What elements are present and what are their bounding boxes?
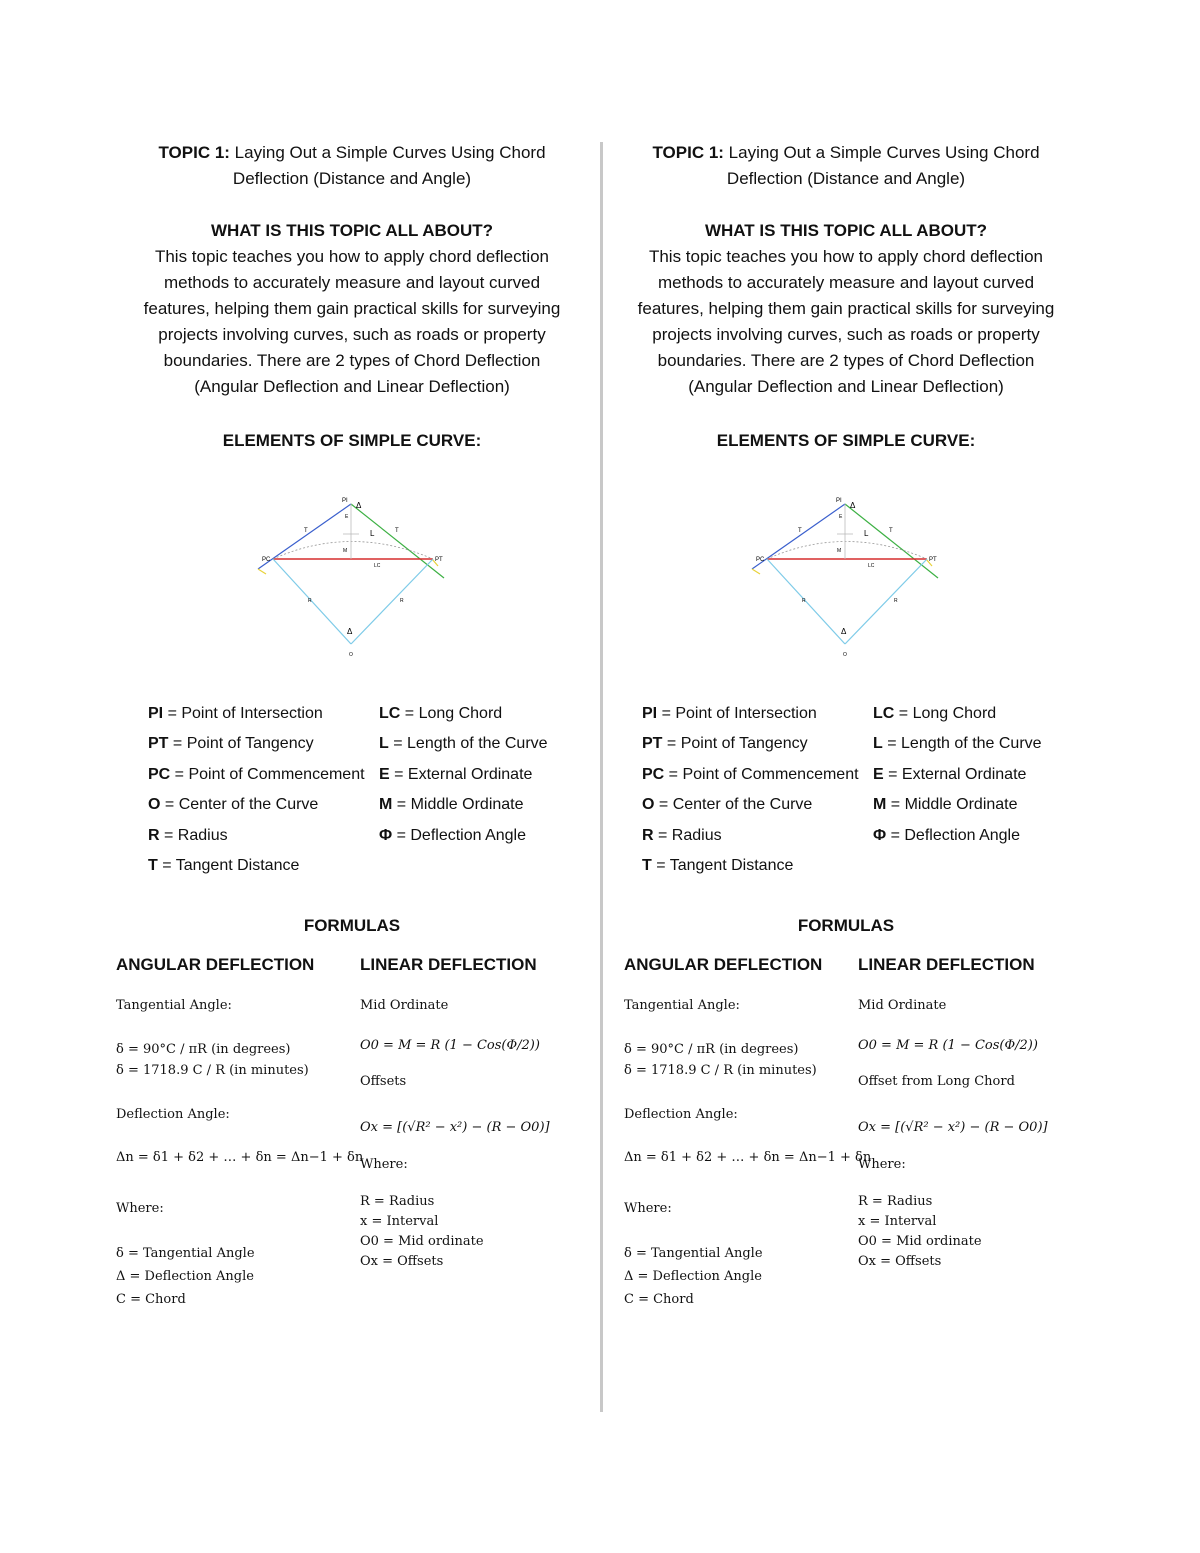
legend-desc: = Point of Intersection xyxy=(163,705,323,722)
label-pt: PT xyxy=(435,557,443,563)
angular-heading: ANGULAR DEFLECTION xyxy=(116,955,315,974)
label-r-left: R xyxy=(802,598,806,604)
legend-abbr: R xyxy=(148,826,160,844)
label-pi: PI xyxy=(836,498,842,504)
where-chord: C = Chord xyxy=(116,1292,186,1307)
label-lc: LC xyxy=(374,563,381,569)
label-r-right: R xyxy=(894,598,898,604)
formulas-left xyxy=(104,140,600,1340)
legend-desc: = Tangent Distance xyxy=(651,856,794,874)
deflection-formula: Δn = δ1 + δ2 + … + δn = Δn−1 + δn xyxy=(116,1150,364,1165)
where-chord: C = Chord xyxy=(624,1292,694,1307)
mid-ordinate-label: Mid Ordinate xyxy=(858,998,947,1013)
legend-desc: = Point of Tangency xyxy=(662,735,808,753)
legend-abbr: M xyxy=(379,796,393,814)
legend-abbr: PI xyxy=(148,705,164,722)
legend-abbr: PI xyxy=(642,705,658,722)
label-t-left: T xyxy=(798,528,802,534)
label-t-right: T xyxy=(889,528,893,534)
legend-desc: = Deflection Angle xyxy=(392,826,527,844)
legend-desc: = Length of the Curve xyxy=(882,735,1042,753)
legend-abbr: O xyxy=(148,796,161,814)
label-m: M xyxy=(343,548,348,554)
where-offsets: Ox = Offsets xyxy=(360,1254,444,1269)
deflection-label: Deflection Angle: xyxy=(624,1107,738,1122)
label-e: E xyxy=(345,514,349,520)
tangential-formula-degrees: δ = 90°C / πR (in degrees) xyxy=(624,1042,799,1057)
tangential-label: Tangential Angle: xyxy=(116,998,232,1013)
linear-where-label: Where: xyxy=(360,1157,408,1172)
legend-abbr: PC xyxy=(642,765,665,783)
label-t-left: T xyxy=(304,528,308,534)
legend-desc: = Radius xyxy=(159,826,228,844)
legend-abbr: E xyxy=(379,765,390,783)
deflection-formula: Δn = δ1 + δ2 + … + δn = Δn−1 + δn xyxy=(624,1150,872,1165)
legend-desc: = Point of Tangency xyxy=(168,735,314,753)
linear-deflection-section xyxy=(360,952,600,1269)
formulas-heading: FORMULAS xyxy=(303,916,401,935)
formulas-heading: FORMULAS xyxy=(797,916,895,935)
label-pt: PT xyxy=(929,557,937,563)
linear-deflection-section xyxy=(858,952,1094,1269)
where-label: Where: xyxy=(624,1201,672,1216)
legend-abbr: M xyxy=(873,796,887,814)
where-deflection: Δ = Deflection Angle xyxy=(116,1269,254,1284)
legend-abbr: LC xyxy=(873,705,895,722)
legend-desc: = Center of the Curve xyxy=(160,796,319,814)
about-heading: WHAT IS THIS TOPIC ALL ABOUT? xyxy=(704,221,988,240)
linear-heading: LINEAR DEFLECTION xyxy=(360,955,537,974)
label-l: L xyxy=(370,529,375,538)
legend-desc: = Tangent Distance xyxy=(157,856,300,874)
where-radius: R = Radius xyxy=(858,1194,933,1209)
legend-abbr: PC xyxy=(148,765,171,783)
formulas-right xyxy=(598,140,1094,1340)
mid-ordinate-formula: O0 = M = R (1 − Cos(Φ/2)) xyxy=(360,1038,540,1053)
topic-label: TOPIC 1: xyxy=(158,143,230,162)
where-radius: R = Radius xyxy=(360,1194,435,1209)
legend-abbr: T xyxy=(148,856,158,874)
label-t-right: T xyxy=(395,528,399,534)
topic-text: Laying Out a Simple Curves Using Chord Deflection (Distance and Angle) xyxy=(232,143,546,188)
where-label: Where: xyxy=(116,1201,164,1216)
where-mid-ordinate: O0 = Mid ordinate xyxy=(858,1234,982,1249)
where-interval: x = Interval xyxy=(360,1214,439,1229)
legend-abbr: Φ xyxy=(873,826,887,844)
legend-abbr: L xyxy=(379,735,389,753)
legend-abbr: PT xyxy=(148,735,169,753)
label-lc: LC xyxy=(868,563,875,569)
legend-abbr: R xyxy=(642,826,654,844)
label-delta-top: Δ xyxy=(850,501,856,510)
legend-desc: = Long Chord xyxy=(894,705,997,722)
label-r-right: R xyxy=(400,598,404,604)
label-pi: PI xyxy=(342,498,348,504)
tangential-formula-minutes: δ = 1718.9 C / R (in minutes) xyxy=(624,1063,817,1078)
where-tangential: δ = Tangential Angle xyxy=(116,1246,255,1261)
legend-desc: = Length of the Curve xyxy=(388,735,548,753)
legend-desc: = Center of the Curve xyxy=(654,796,813,814)
label-o: O xyxy=(349,652,353,658)
label-delta-top: Δ xyxy=(356,501,362,510)
legend-abbr: L xyxy=(873,735,883,753)
angular-deflection-section xyxy=(116,952,364,1307)
legend-desc: = Deflection Angle xyxy=(886,826,1021,844)
legend-desc: = Long Chord xyxy=(400,705,503,722)
angular-deflection-section xyxy=(624,952,872,1307)
where-deflection: Δ = Deflection Angle xyxy=(624,1269,762,1284)
legend-abbr: PT xyxy=(642,735,663,753)
legend-desc: = Point of Commencement xyxy=(664,765,859,783)
legend-abbr: O xyxy=(642,796,655,814)
label-delta-bottom: Δ xyxy=(841,627,847,636)
mid-ordinate-formula: O0 = M = R (1 − Cos(Φ/2)) xyxy=(858,1038,1038,1053)
label-m: M xyxy=(837,548,842,554)
legend-abbr: T xyxy=(642,856,652,874)
legend-desc: = External Ordinate xyxy=(883,765,1027,783)
legend-desc: = Point of Intersection xyxy=(657,705,817,722)
where-mid-ordinate: O0 = Mid ordinate xyxy=(360,1234,484,1249)
where-tangential: δ = Tangential Angle xyxy=(624,1246,763,1261)
where-interval: x = Interval xyxy=(858,1214,937,1229)
offsets-formula: Ox = [(√R² − x²) − (R − O0)] xyxy=(858,1120,1048,1135)
legend-desc: = Middle Ordinate xyxy=(392,796,524,814)
about-heading: WHAT IS THIS TOPIC ALL ABOUT? xyxy=(210,221,494,240)
label-o: O xyxy=(843,652,847,658)
about-text: This topic teaches you how to apply chord deflection methods to accurately measure and layout curved features, helping them gain practical skills for surveying projects involving curves, such as roads or property boundaries. There are 2 types of Chord Deflection (Angular Deflection and Linear Deflection) xyxy=(637,247,1055,396)
legend-abbr: E xyxy=(873,765,884,783)
label-e: E xyxy=(839,514,843,520)
angular-heading: ANGULAR DEFLECTION xyxy=(624,955,823,974)
elements-heading: ELEMENTS OF SIMPLE CURVE: xyxy=(716,431,976,450)
legend-desc: = External Ordinate xyxy=(389,765,533,783)
topic-label: TOPIC 1: xyxy=(652,143,724,162)
legend-abbr: Φ xyxy=(379,826,393,844)
label-l: L xyxy=(864,529,869,538)
linear-where-label: Where: xyxy=(858,1157,906,1172)
deflection-label: Deflection Angle: xyxy=(116,1107,230,1122)
label-delta-bottom: Δ xyxy=(347,627,353,636)
about-text: This topic teaches you how to apply chord deflection methods to accurately measure and layout curved features, helping them gain practical skills for surveying projects involving curves, such as roads or property boundaries. There are 2 types of Chord Deflection (Angular Deflection and Linear Deflection) xyxy=(143,247,561,396)
mid-ordinate-label: Mid Ordinate xyxy=(360,998,449,1013)
offsets-label: Offset from Long Chord xyxy=(858,1074,1015,1089)
elements-heading: ELEMENTS OF SIMPLE CURVE: xyxy=(222,431,482,450)
legend-desc: = Point of Commencement xyxy=(170,765,365,783)
legend-desc: = Middle Ordinate xyxy=(886,796,1018,814)
legend-desc: = Radius xyxy=(653,826,722,844)
tangential-label: Tangential Angle: xyxy=(624,998,740,1013)
tangential-formula-minutes: δ = 1718.9 C / R (in minutes) xyxy=(116,1063,309,1078)
where-offsets: Ox = Offsets xyxy=(858,1254,942,1269)
topic-text: Laying Out a Simple Curves Using Chord Deflection (Distance and Angle) xyxy=(726,143,1040,188)
offsets-label: Offsets xyxy=(360,1074,407,1089)
label-pc: PC xyxy=(262,557,271,563)
legend-abbr: LC xyxy=(379,705,401,722)
label-r-left: R xyxy=(308,598,312,604)
linear-heading: LINEAR DEFLECTION xyxy=(858,955,1035,974)
offsets-formula: Ox = [(√R² − x²) − (R − O0)] xyxy=(360,1120,550,1135)
tangential-formula-degrees: δ = 90°C / πR (in degrees) xyxy=(116,1042,291,1057)
label-pc: PC xyxy=(756,557,765,563)
